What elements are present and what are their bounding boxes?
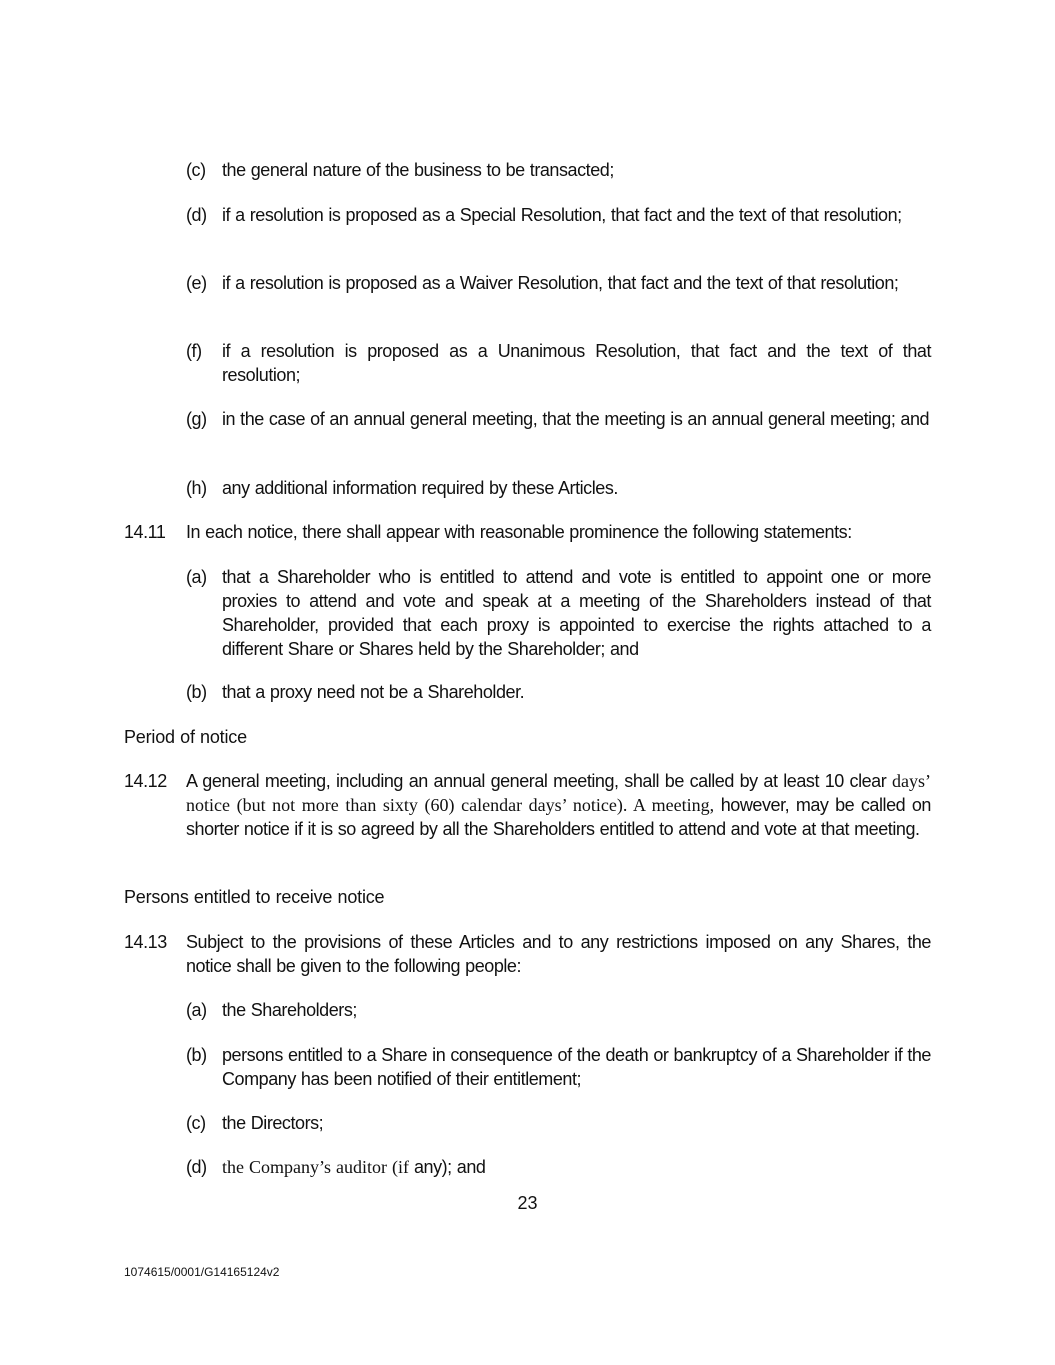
section-heading: Period of notice [124,727,247,747]
list-item: (a) the Shareholders; [186,1000,357,1020]
clause-14-12: 14.12 A general meeting, including an annual general meeting, shall be called by at least 10 clear days’ notice (but not more than sixty (60) calendar days’ notice). A meeting, however, may be called on shorter notice if it is so agreed by all the Shareholders entitled to attend and vote at that meeting. [124,771,931,839]
list-item: (b) that a proxy need not be a Shareholder. [186,682,525,702]
list-item: (d) if a resolution is proposed as a Special Resolution, that fact and the text of that resolution; [186,205,902,225]
clause-14-13: 14.13 Subject to the provisions of these Articles and to any restrictions imposed on any Shares, the notice shall be given to the following people: [124,932,931,976]
list-item: (g) in the case of an annual general meeting, that the meeting is an annual general meeting; and [186,409,930,429]
list-item: (h) any additional information required by these Articles. [186,478,618,498]
list-item: (f) if a resolution is proposed as a Unanimous Resolution, that fact and the text of that resolution; [186,341,931,385]
footer-reference: 1074615/0001/G14165124v2 [124,1265,280,1279]
list-item: (d) the Company’s auditor (if any); and [186,1157,486,1177]
list-item: (b) persons entitled to a Share in consequence of the death or bankruptcy of a Shareholder if the Company has been notified of their entitlement; [186,1045,931,1089]
list-item: (e) if a resolution is proposed as a Waiver Resolution, that fact and the text of that resolution; [186,273,899,293]
list-item: (c) the Directors; [186,1113,324,1133]
list-item: (c) the general nature of the business to be transacted; [186,160,614,180]
page-number: 23 [517,1193,538,1213]
section-heading: Persons entitled to receive notice [124,887,385,907]
list-item: (a) that a Shareholder who is entitled to attend and vote is entitled to appoint one or more proxies to attend and vote and speak at a meeting of the Shareholders instead of that Shareholder, provided that each proxy is appointed to exercise the rights attached to a different Share or Shares held by the Shareholder; and [186,567,931,659]
clause-14-11: 14.11 In each notice, there shall appear with reasonable prominence the following statements: [124,522,852,542]
